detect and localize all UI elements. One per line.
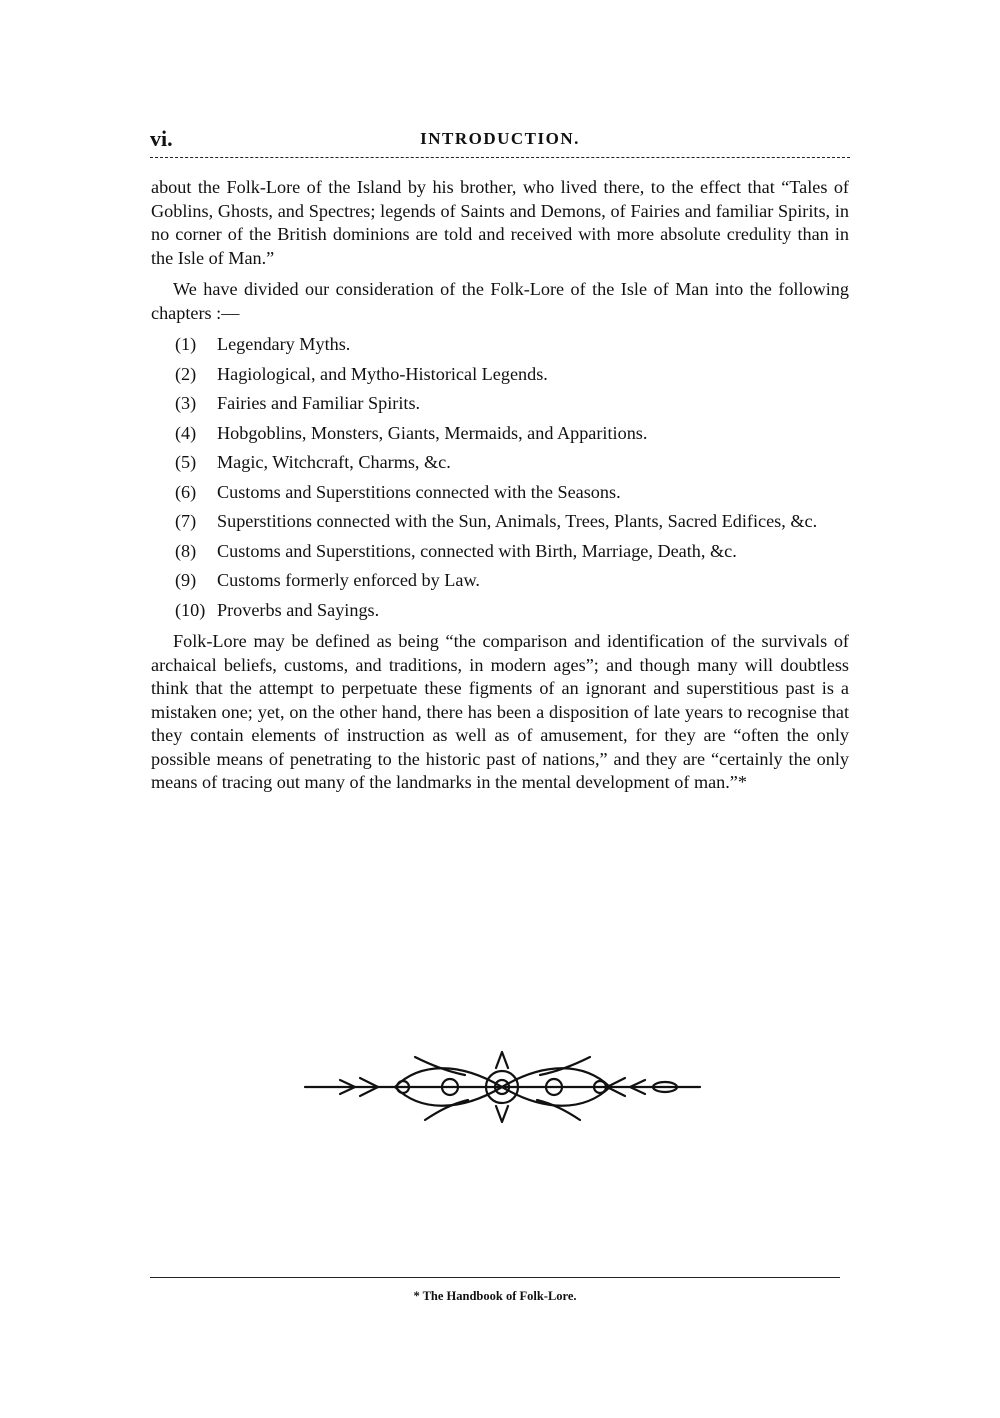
list-item <box>151 392 849 416</box>
chapter-label: Customs and Superstitions connected with the Seasons. <box>217 481 621 502</box>
footnote: * The Handbook of Folk-Lore. <box>413 1289 577 1303</box>
list-item <box>151 569 849 593</box>
chapter-number: (7) <box>175 511 197 531</box>
footnote-rule <box>150 1277 840 1278</box>
chapter-label: Customs and Superstitions, connected with Birth, Marriage, Death, &c. <box>217 540 737 561</box>
list-item <box>151 510 849 534</box>
list-item <box>151 451 849 475</box>
list-item <box>151 481 849 505</box>
chapter-number: (9) <box>175 570 197 590</box>
chapter-label: Legendary Myths. <box>217 334 351 354</box>
chapter-label: Customs formerly enforced by Law. <box>217 570 480 590</box>
chapter-number: (1) <box>175 334 197 354</box>
list-item <box>151 363 849 387</box>
chapter-number: (2) <box>175 363 197 384</box>
page-number: vi. <box>150 126 173 151</box>
chapter-number: (3) <box>175 393 197 413</box>
paragraph-continued: about the Folk-Lore of the Island by his brother, who lived there, to the effect that “Tales of Goblins, Ghosts, and Spectres; legends of Saints and Demons, of Fairies and familiar Spirits, in no corner of the British dominions are told and received with more absolute credulity than in the Isle of Man.” <box>151 177 849 268</box>
paragraph-definition: Folk-Lore may be defined as being “the comparison and identification of the survivals of archaical beliefs, customs, and traditions, in modern ages”; and though many will doubtless think that the attempt to perpetuate these figments of an ignorant and superstitious past is a mistaken one; yet, on the other hand, there has been a disposition of late years to recognise that they contain elements of instruction as well as of amusement, for they are “often the only possible means of penetrating to the historic past of nations,” and they are “certainly the only means of tracing out many of the landmarks in the mental development of man.”* <box>151 631 849 792</box>
list-item <box>151 599 849 623</box>
chapter-number: (10) <box>175 599 206 620</box>
list-item <box>151 540 849 564</box>
chapter-label: Hobgoblins, Monsters, Giants, Mermaids, and Apparitions. <box>217 422 648 443</box>
header-rule <box>150 157 850 158</box>
paragraph-chapters-intro: We have divided our consideration of the Folk-Lore of the Isle of Man into the following chapters :— <box>151 279 849 323</box>
chapter-number: (4) <box>175 422 197 443</box>
chapter-label: Proverbs and Sayings. <box>217 599 380 620</box>
body-text <box>151 176 849 795</box>
running-title: INTRODUCTION. <box>420 129 580 148</box>
list-item <box>151 333 849 357</box>
chapter-label: Hagiological, and Mytho-Historical Legends. <box>217 363 548 384</box>
chapter-number: (5) <box>175 452 197 472</box>
chapter-number: (8) <box>175 540 197 561</box>
chapter-label: Fairies and Familiar Spirits. <box>217 393 421 413</box>
chapter-list <box>151 333 849 622</box>
chapter-label: Superstitions connected with the Sun, Animals, Trees, Plants, Sacred Edifices, &c. <box>217 511 818 531</box>
chapter-label: Magic, Witchcraft, Charms, &c. <box>217 452 451 472</box>
list-item <box>151 422 849 446</box>
decorative-ornament-icon <box>300 1042 705 1132</box>
chapter-number: (6) <box>175 481 197 502</box>
page-header <box>150 126 850 156</box>
